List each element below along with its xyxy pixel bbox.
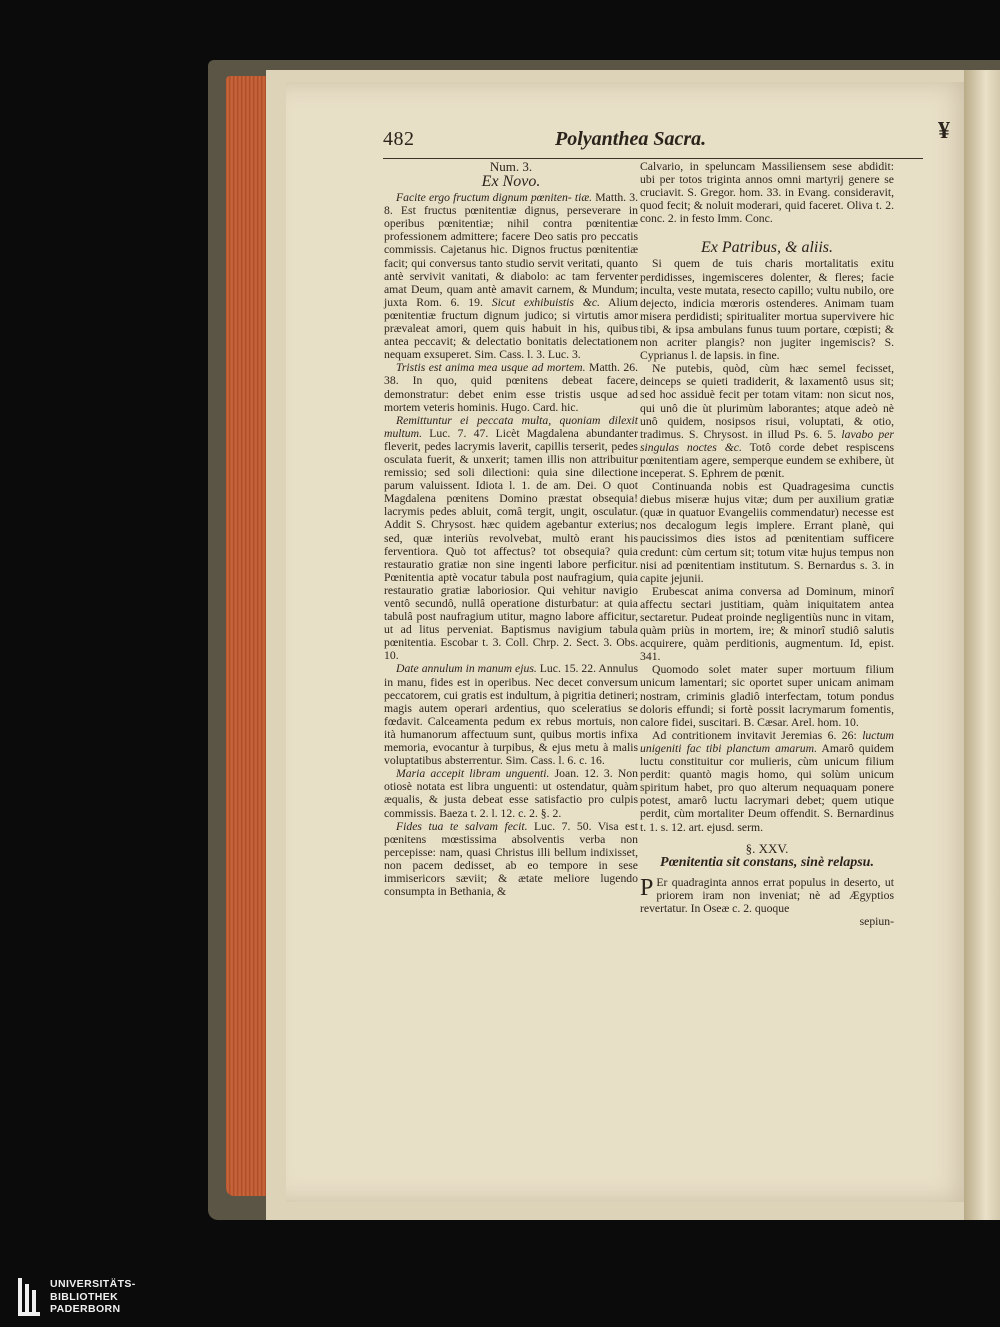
paragraph-lead: Fides tua te salvam fecit.: [396, 819, 528, 833]
paragraph-text: Totô corde debet respiscens pœnitentiam agere, semperque eundem se exhibere, ùt inceperat. S. Ephrem de pœnit.: [640, 440, 894, 480]
paragraph-text: Ne putebis, quòd, cùm hæc semel fecisset, deinceps se quieti tradiderit, & laxamentô usus sit; sed hoc assiduè fecit per totam vitam: non sicut nos, qui unô die ùt plurimùm laborantes; atque adeò nè unô quidem, nosipsos risui, voluptati, & otio, tradimus. S. Chrysost. in illud Ps. 6. 5.: [640, 362, 894, 441]
paragraph: [384, 191, 638, 361]
paragraph-text: Matth. 3. 8. Est fructus pœnitentiæ dignus, perseverare in operibus pœnitentiæ; nihil contra pœnitentiæ professionem admittere; facere Deo satis pro peccatis commissis. Cajetanus hic. Dignos fructus pœnitentiæ facit; qui conversus tanto studio servit veritati, quanto antè servivit vanitati, & diabolo: ac tam ferventer amat Deum, quam antè amavit carnem, & Mundum; juxta Rom. 6. 19.: [384, 191, 639, 309]
section-title: Pœnitentia sit constans, sinè relapsu.: [660, 854, 874, 870]
library-logo: [18, 1278, 218, 1318]
paragraph-text: Ad contritionem invitavit Jeremias 6. 26:: [652, 728, 863, 742]
gutter-mark: ¥: [938, 118, 950, 144]
paragraph-text: Luc. 7. 47. Licèt Magdalena abundanter fleverit, pedes lacrymis laverit, capillis terserit, pedes osculata fuerit, & unxerit; tamen illis non attribuitur remissio; sed soli dilectioni: quia sine dilectione parum valuissent. Idiota l. 1. de am. Dei. O quot Magdalena pœnitens Domino præstat obsequia! lacrymis pedes abluit, comâ tergit, ungit, osculatur. Addit S. Chrysost. hæc quidem agebantur exterius; sed, quæ interiùs revolvebat, multò erant his ferventiora. Quò tot affectus? tot obsequia? quia restauratio gratiæ non sine ingenti labore perficitur. Pœnitentia aptè vocatur tabula post naufragium, quia restauratio gratiæ laboriosior. Qui vehitur navigio ventô secundô, nullâ operatione disturbatur: at quia tabulâ post naufragium utitur, magno labore afficitur, ut ad litus perveniat. Baptismus navigium tabula pœnitentia. Escobar t. 3. Coll. Chrp. 2. Sect. 3. Obs. 10.: [384, 426, 638, 663]
library-name: [50, 1278, 136, 1316]
library-logo-icon: [18, 1278, 40, 1316]
paragraph: [640, 480, 894, 585]
paragraph-lead: Date annulum in manum ejus.: [396, 662, 537, 676]
paragraph: [640, 257, 894, 362]
library-name-line: BIBLIOTHEK: [50, 1290, 119, 1303]
paragraph-text: Er quadraginta annos errat populus in deserto, ut priorem iram non inveniat; nè ad Ægyptios revertatur. In Oseæ c. 2. quoque: [640, 875, 894, 915]
paragraph: [384, 361, 638, 413]
section-heading: Ex Novo.: [481, 173, 541, 191]
paragraph-text: Joan. 12. 3. Non otiosè notata est libra unguenti: ut ostendatur, quàm æqualis, & justa debeat esse satisfactio pro culpis commissis. Baeza t. 2. l. 12. c. 2. §. 2.: [384, 767, 638, 820]
library-name-line: UNIVERSITÄTS-: [50, 1278, 136, 1290]
section-number: Num. 3.: [489, 159, 533, 174]
paragraph: [384, 820, 638, 899]
paragraph-lead: Maria accepit libram unguenti.: [396, 767, 550, 781]
paragraph-lead: Remittuntur ei peccata multa, quoniam dilexit multum.: [384, 413, 638, 440]
paragraph-text: Quomodo solet mater super mortuum filium unicum lamentari; sic oportet super unicam animam nostram, criminis gladiô interfectam, totum pondus doloris effundi; si fortè possit lacrymarum fomentis, calore fidei, suscitari. B. Cæsar. Arel. hom. 10.: [640, 663, 894, 729]
paragraph: [640, 663, 894, 728]
page-title: Polyanthea Sacra.: [555, 128, 707, 150]
left-column: [384, 160, 638, 898]
paragraph-text: Amarô quidem luctu constituitur cor mulieris, cùm unicum filium perdit: quantò magis homo, qui solùm unicum spiritum habet, pro quo alterum nequaquam ponere potest, amarô luctu lacrymari debet; quem utique perdit, cùm mortaliter Deum offendit. S. Bernardinus t. 1. s. 12. art. ejusd. serm.: [640, 741, 894, 834]
paragraph: [640, 876, 894, 915]
catchword: sepiun-: [859, 914, 894, 928]
paragraph: [640, 585, 894, 664]
section-heading: Ex Patribus, & aliis.: [701, 239, 833, 257]
paragraph-lead: Tristis est anima mea usque ad mortem.: [396, 361, 586, 375]
section-mark: §. XXV.: [745, 840, 789, 856]
running-head: [383, 128, 923, 159]
paragraph: Calvario, in speluncam Massiliensem sese abdidit: ubi per totos triginta annos omni martyrij genere se cruciavit. S. Gregor. hom. 33. in Evang. consideravit, quod fecit; & noluit moderari, quid faceret. Oliva t. 2. conc. 2. in festo Imm. Conc.: [640, 160, 894, 226]
paragraph-lead: Sicut exhibuistis &c.: [491, 295, 600, 309]
library-name-line: PADERBORN: [50, 1303, 121, 1315]
paragraph-text: Luc. 15. 22. Annulus in manu, fides est in operibus. Nec decet conversum peccatorem, cui gratis est indultum, à pigritia detineri; magis autem operari ardentius, quo sceleratius se fœdavit. Calceamenta pedum ex rebus mortuis, non ità humanorum affectuum sunt, quibus mortis infixa memoria, evocantur à turpibus, & ejus metu à malis voluptatibus absterrentur. Sim. Cass. l. 6. c. 16.: [384, 662, 638, 768]
paragraph-lead: Facite ergo fructum dignum pœniten- tiæ.: [396, 191, 593, 205]
paragraph-text: Luc. 7. 50. Visa est pœnitens mœstissima absolventis verba non percepisse: nam, quasi Christus illi bellum indixisset, non pacem dedisset, ab eo tempore in sese immisericors sæviit; & ætate meliore lugendo consumpta in Bethania, &: [384, 819, 639, 899]
paragraph-lead: luctum unigeniti fac tibi planctum amarum.: [640, 728, 894, 755]
paragraph-text: Alium pœnitentiæ fructum dignum judico; si virtutis amor prævaleat amori, quem quis habuit in his, quibus antea peccavit; & delectatio bonitatis delectationem nequam exsuperet. Sim. Cass. l. 3. Luc. 3.: [384, 295, 638, 362]
paragraph-text: Erubescat anima conversa ad Dominum, minorî affectu sectari justitiam, quàm iniquitatem antea sectaretur. Pudeat proinde negligentiùs nunc in vitam, quàm priùs in mortem, ire; & minorî studiô salutis acquirere, quàm perditionis, augmentum. Id, epist. 341.: [640, 584, 894, 664]
right-column: [640, 160, 894, 928]
paragraph-text: Continuanda nobis est Quadragesima cunctis diebus miseræ hujus vitæ; dum per auxilium gratiæ (quæ in quatuor Evangeliis commendatur) necesse est nos decalogum legis implere. Errant planè, qui paucissimos dies istos ad pœnitentiam sufficere credunt: cùm certum sit; totum vitæ hujus tempus non nisi ad pœnitentiam institutum. S. Bernardus s. 3. in capite jejunii.: [640, 480, 894, 585]
drop-cap: P: [640, 874, 654, 901]
paragraph: [640, 729, 894, 834]
paragraph-text: Si quem de tuis charis mortalitatis exitu perdidisses, ingemisceres dolenter, & fleres; facie inculta, veste mutata, resecto capillo; vultu nubilo, ore dejecto, indicia mœroris ostenderes. Animam tuam misera perdidisti; spiritualiter mortua supervivere hic tibi, & ipsa ambulans funus tuum portare, cœpisti; & non acriter plangis? non jugiter ingemiscis? S. Cyprianus l. de lapsis. in fine.: [640, 257, 894, 363]
paragraph-lead: lavabo per singulas noctes &c.: [640, 427, 894, 454]
paragraph: [384, 414, 638, 663]
paragraph: [384, 767, 638, 819]
paragraph: [384, 662, 638, 767]
page-number: 482: [383, 128, 415, 150]
paragraph: [640, 362, 894, 480]
paragraph-text: Matth. 26. 38. In quo, quid pœnitens debeat facere, demonstratur: debet enim esse tristis usque ad mortem veteris hominis. Hugo. Card. hic.: [384, 361, 639, 414]
